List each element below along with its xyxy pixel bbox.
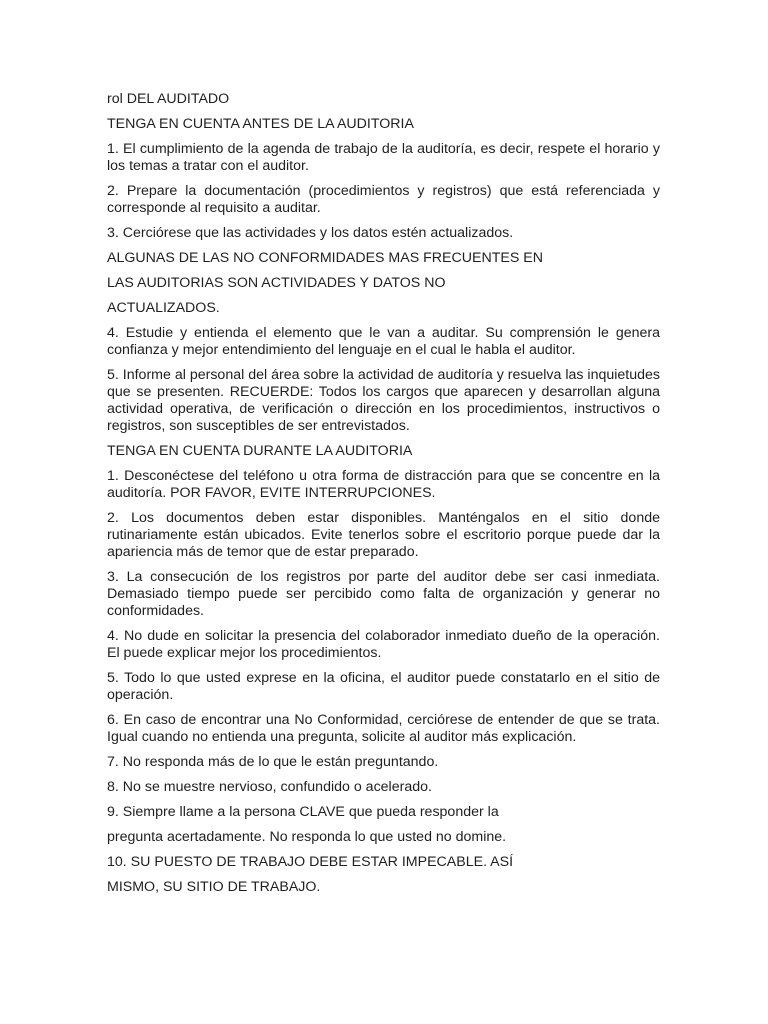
- paragraph-item-4: 4. Estudie y entienda el elemento que le van a auditar. Su comprensión le genera confianza y mejor entendimiento del lenguaje en el cual le habla el auditor.: [107, 325, 660, 358]
- paragraph-during-6: 6. En caso de encontrar una No Conformidad, cerciórese de entender de que se trata. Igual cuando no entienda una pregunta, solicite al auditor más explicación.: [107, 712, 660, 745]
- paragraph-item-2: 2. Prepare la documentación (procedimientos y registros) que está referenciada y corresponde al requisito a auditar.: [107, 183, 660, 216]
- paragraph-item-1: 1. El cumplimiento de la agenda de trabajo de la auditoría, es decir, respete el horario y los temas a tratar con el auditor.: [107, 141, 660, 174]
- section-heading-before-audit: TENGA EN CUENTA ANTES DE LA AUDITORIA: [107, 116, 414, 132]
- paragraph-during-3: 3. La consecución de los registros por parte del auditor debe ser casi inmediata. Demasiado tiempo puede ser percibido como falta de organización y generar no conformidades.: [107, 569, 660, 619]
- paragraph-during-9-line-1: 9. Siempre llame a la persona CLAVE que pueda responder la: [107, 804, 499, 820]
- note-line-1: ALGUNAS DE LAS NO CONFORMIDADES MAS FRECUENTES EN: [107, 250, 543, 266]
- note-line-2: LAS AUDITORIAS SON ACTIVIDADES Y DATOS NO: [107, 275, 446, 291]
- paragraph-during-10-line-2: MISMO, SU SITIO DE TRABAJO.: [107, 879, 321, 895]
- paragraph-item-3: 3. Cerciórese que las actividades y los datos estén actualizados.: [107, 225, 514, 241]
- paragraph-during-7: 7. No responda más de lo que le están preguntando.: [107, 754, 439, 770]
- document-body: [107, 91, 660, 904]
- paragraph-during-2: 2. Los documentos deben estar disponibles. Manténgalos en el sitio donde rutinariamente están ubicados. Evite tenerlos sobre el escritorio porque puede dar la apariencia más de temor que de estar preparado.: [107, 510, 660, 560]
- paragraph-during-8: 8. No se muestre nervioso, confundido o acelerado.: [107, 779, 432, 795]
- document-title: rol DEL AUDITADO: [107, 91, 230, 107]
- note-line-3: ACTUALIZADOS.: [107, 300, 220, 316]
- paragraph-during-10-line-1: 10. SU PUESTO DE TRABAJO DEBE ESTAR IMPECABLE. ASÍ: [107, 854, 514, 870]
- paragraph-during-1: 1. Desconéctese del teléfono u otra forma de distracción para que se concentre en la auditoría. POR FAVOR, EVITE INTERRUPCIONES.: [107, 468, 660, 501]
- paragraph-during-4: 4. No dude en solicitar la presencia del colaborador inmediato dueño de la operación. El puede explicar mejor los procedimientos.: [107, 628, 660, 661]
- paragraph-during-5: 5. Todo lo que usted exprese en la oficina, el auditor puede constatarlo en el sitio de operación.: [107, 670, 660, 703]
- paragraph-item-5: 5. Informe al personal del área sobre la actividad de auditoría y resuelva las inquietudes que se presenten. RECUERDE: Todos los cargos que aparecen y desarrollan alguna actividad operativa, de verificación o dirección en los procedimientos, instructivos o registros, son susceptibles de ser entrevistados.: [107, 367, 660, 434]
- section-heading-during-audit: TENGA EN CUENTA DURANTE LA AUDITORIA: [107, 443, 413, 459]
- paragraph-during-9-line-2: pregunta acertadamente. No responda lo que usted no domine.: [107, 829, 507, 845]
